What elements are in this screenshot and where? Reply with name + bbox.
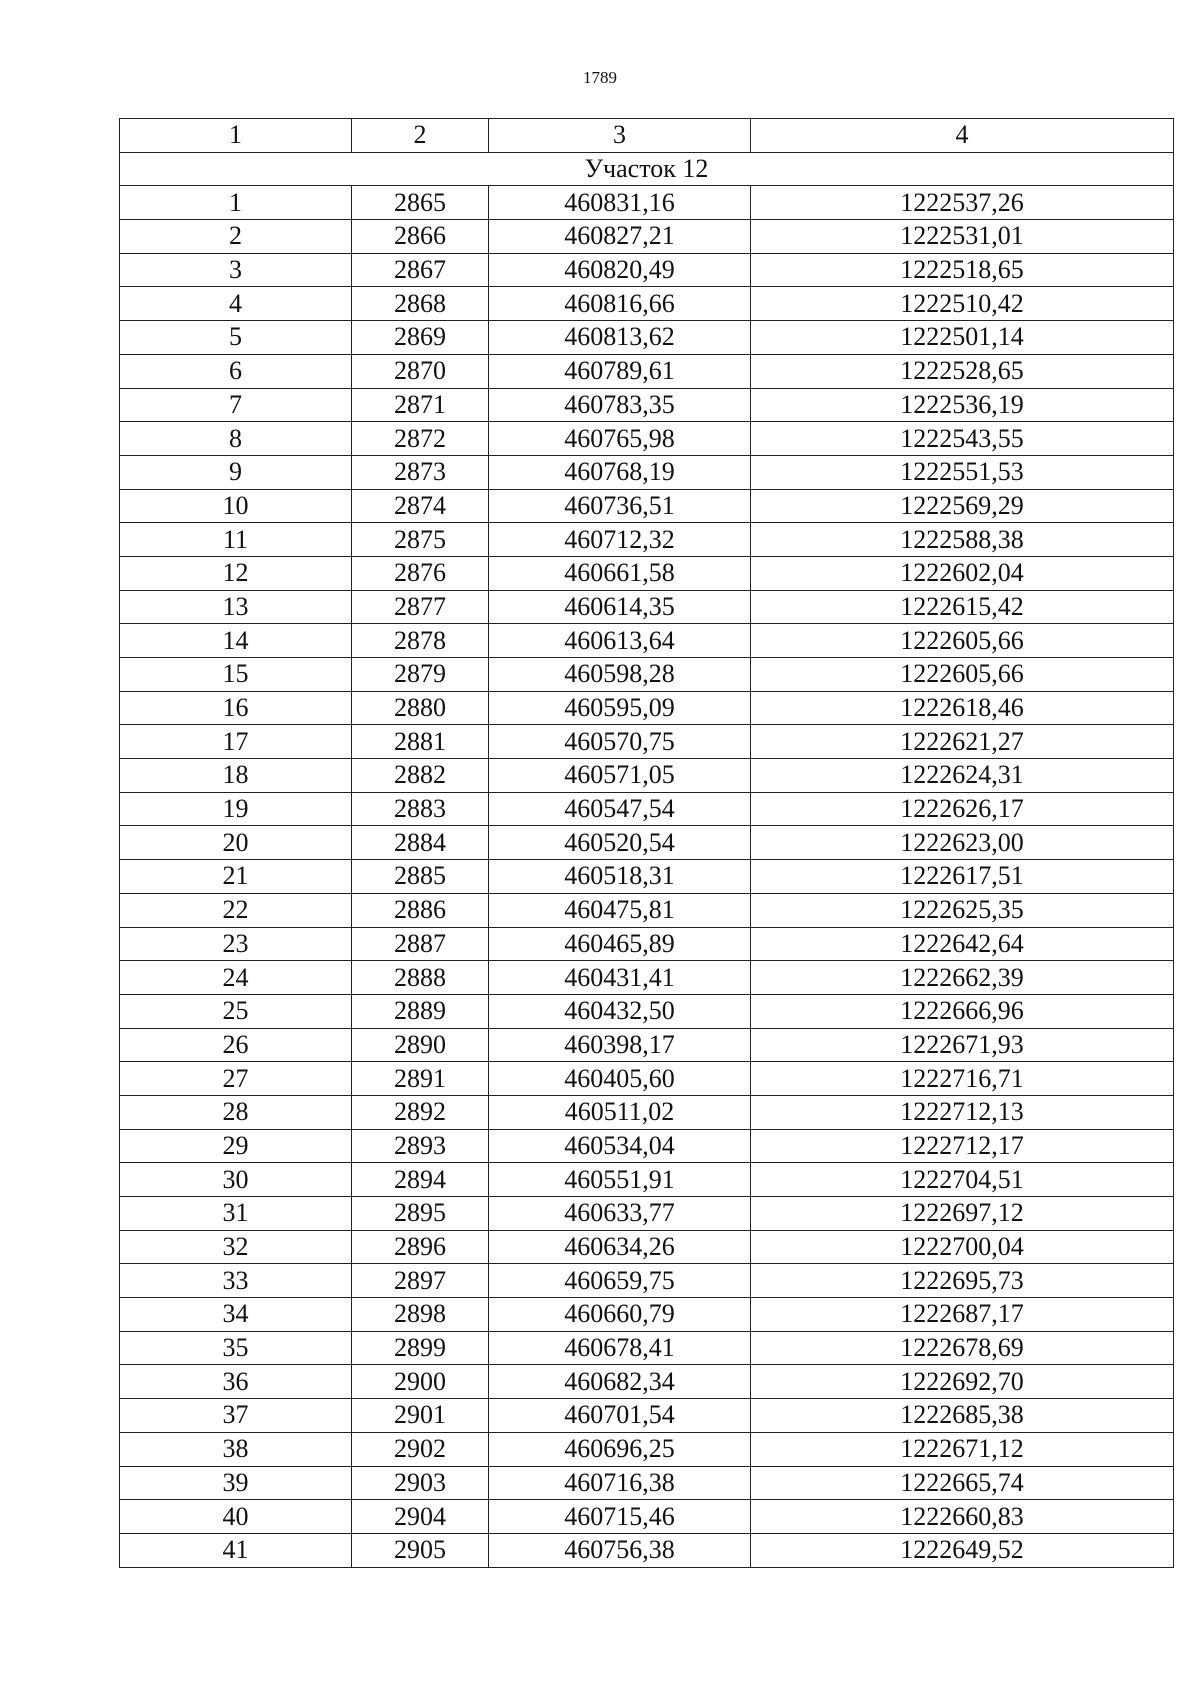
point-id-cell: 2878 [352, 624, 489, 658]
point-id-cell: 2901 [352, 1399, 489, 1433]
point-id-cell: 2895 [352, 1197, 489, 1231]
x-coordinate-cell: 460736,51 [489, 489, 751, 523]
point-id-cell: 2898 [352, 1298, 489, 1332]
table-row [120, 1028, 1174, 1062]
x-coordinate-cell: 460465,89 [489, 927, 751, 961]
y-coordinate-cell: 1222712,13 [751, 1095, 1174, 1129]
x-coordinate-cell: 460820,49 [489, 253, 751, 287]
y-coordinate-cell: 1222649,52 [751, 1533, 1174, 1567]
table-row [120, 1197, 1174, 1231]
point-number-cell: 14 [120, 624, 352, 658]
table-row [120, 860, 1174, 894]
y-coordinate-cell: 1222588,38 [751, 523, 1174, 557]
y-coordinate-cell: 1222602,04 [751, 556, 1174, 590]
table-row [120, 826, 1174, 860]
y-coordinate-cell: 1222671,12 [751, 1432, 1174, 1466]
x-coordinate-cell: 460432,50 [489, 994, 751, 1028]
table-row [120, 1500, 1174, 1534]
x-coordinate-cell: 460831,16 [489, 186, 751, 220]
page-number: 1789 [583, 68, 617, 87]
point-number-cell: 26 [120, 1028, 352, 1062]
y-coordinate-cell: 1222678,69 [751, 1331, 1174, 1365]
point-number-cell: 17 [120, 725, 352, 759]
x-coordinate-cell: 460701,54 [489, 1399, 751, 1433]
x-coordinate-cell: 460431,41 [489, 961, 751, 995]
y-coordinate-cell: 1222712,17 [751, 1129, 1174, 1163]
x-coordinate-cell: 460813,62 [489, 321, 751, 355]
table-row [120, 961, 1174, 995]
table-row [120, 287, 1174, 321]
x-coordinate-cell: 460598,28 [489, 658, 751, 692]
table-row [120, 893, 1174, 927]
table-row [120, 1095, 1174, 1129]
y-coordinate-cell: 1222642,64 [751, 927, 1174, 961]
table-row [120, 186, 1174, 220]
point-id-cell: 2890 [352, 1028, 489, 1062]
x-coordinate-cell: 460682,34 [489, 1365, 751, 1399]
table-row [120, 1163, 1174, 1197]
y-coordinate-cell: 1222662,39 [751, 961, 1174, 995]
point-number-cell: 7 [120, 388, 352, 422]
x-coordinate-cell: 460716,38 [489, 1466, 751, 1500]
table-body [120, 152, 1174, 1567]
point-id-cell: 2876 [352, 556, 489, 590]
y-coordinate-cell: 1222716,71 [751, 1062, 1174, 1096]
point-number-cell: 23 [120, 927, 352, 961]
y-coordinate-cell: 1222617,51 [751, 860, 1174, 894]
table-row [120, 1399, 1174, 1433]
x-coordinate-cell: 460816,66 [489, 287, 751, 321]
table-row [120, 321, 1174, 355]
point-number-cell: 39 [120, 1466, 352, 1500]
point-id-cell: 2873 [352, 455, 489, 489]
point-number-cell: 15 [120, 658, 352, 692]
table-row [120, 691, 1174, 725]
x-coordinate-cell: 460475,81 [489, 893, 751, 927]
x-coordinate-cell: 460783,35 [489, 388, 751, 422]
point-id-cell: 2892 [352, 1095, 489, 1129]
header-row [120, 119, 1174, 153]
point-number-cell: 22 [120, 893, 352, 927]
y-coordinate-cell: 1222623,00 [751, 826, 1174, 860]
x-coordinate-cell: 460547,54 [489, 792, 751, 826]
point-id-cell: 2897 [352, 1264, 489, 1298]
x-coordinate-cell: 460756,38 [489, 1533, 751, 1567]
x-coordinate-cell: 460571,05 [489, 759, 751, 793]
point-id-cell: 2885 [352, 860, 489, 894]
point-id-cell: 2870 [352, 354, 489, 388]
point-number-cell: 31 [120, 1197, 352, 1231]
point-id-cell: 2881 [352, 725, 489, 759]
table-row [120, 556, 1174, 590]
y-coordinate-cell: 1222510,42 [751, 287, 1174, 321]
point-id-cell: 2867 [352, 253, 489, 287]
point-number-cell: 36 [120, 1365, 352, 1399]
table-row [120, 624, 1174, 658]
x-coordinate-cell: 460570,75 [489, 725, 751, 759]
point-number-cell: 8 [120, 422, 352, 456]
point-id-cell: 2868 [352, 287, 489, 321]
y-coordinate-cell: 1222518,65 [751, 253, 1174, 287]
point-number-cell: 32 [120, 1230, 352, 1264]
x-coordinate-cell: 460827,21 [489, 220, 751, 254]
point-number-cell: 4 [120, 287, 352, 321]
point-number-cell: 21 [120, 860, 352, 894]
y-coordinate-cell: 1222666,96 [751, 994, 1174, 1028]
point-number-cell: 41 [120, 1533, 352, 1567]
x-coordinate-cell: 460765,98 [489, 422, 751, 456]
table-row [120, 658, 1174, 692]
point-id-cell: 2869 [352, 321, 489, 355]
point-id-cell: 2891 [352, 1062, 489, 1096]
point-id-cell: 2882 [352, 759, 489, 793]
y-coordinate-cell: 1222618,46 [751, 691, 1174, 725]
y-coordinate-cell: 1222501,14 [751, 321, 1174, 355]
x-coordinate-cell: 460534,04 [489, 1129, 751, 1163]
point-id-cell: 2893 [352, 1129, 489, 1163]
x-coordinate-cell: 460715,46 [489, 1500, 751, 1534]
x-coordinate-cell: 460614,35 [489, 590, 751, 624]
y-coordinate-cell: 1222660,83 [751, 1500, 1174, 1534]
point-id-cell: 2886 [352, 893, 489, 927]
x-coordinate-cell: 460520,54 [489, 826, 751, 860]
x-coordinate-cell: 460789,61 [489, 354, 751, 388]
point-id-cell: 2896 [352, 1230, 489, 1264]
x-coordinate-cell: 460398,17 [489, 1028, 751, 1062]
point-id-cell: 2905 [352, 1533, 489, 1567]
x-coordinate-cell: 460518,31 [489, 860, 751, 894]
y-coordinate-cell: 1222531,01 [751, 220, 1174, 254]
point-number-cell: 13 [120, 590, 352, 624]
point-number-cell: 35 [120, 1331, 352, 1365]
y-coordinate-cell: 1222665,74 [751, 1466, 1174, 1500]
y-coordinate-cell: 1222605,66 [751, 658, 1174, 692]
y-coordinate-cell: 1222704,51 [751, 1163, 1174, 1197]
y-coordinate-cell: 1222685,38 [751, 1399, 1174, 1433]
y-coordinate-cell: 1222621,27 [751, 725, 1174, 759]
point-number-cell: 16 [120, 691, 352, 725]
point-id-cell: 2879 [352, 658, 489, 692]
x-coordinate-cell: 460660,79 [489, 1298, 751, 1332]
table-row [120, 1298, 1174, 1332]
y-coordinate-cell: 1222697,12 [751, 1197, 1174, 1231]
point-number-cell: 10 [120, 489, 352, 523]
table-row [120, 1432, 1174, 1466]
point-id-cell: 2903 [352, 1466, 489, 1500]
y-coordinate-cell: 1222671,93 [751, 1028, 1174, 1062]
point-id-cell: 2884 [352, 826, 489, 860]
point-number-cell: 38 [120, 1432, 352, 1466]
header-col-2: 2 [352, 119, 489, 153]
x-coordinate-cell: 460696,25 [489, 1432, 751, 1466]
y-coordinate-cell: 1222528,65 [751, 354, 1174, 388]
table-row [120, 1062, 1174, 1096]
point-number-cell: 30 [120, 1163, 352, 1197]
x-coordinate-cell: 460405,60 [489, 1062, 751, 1096]
coordinates-table [119, 118, 1174, 1568]
y-coordinate-cell: 1222692,70 [751, 1365, 1174, 1399]
point-number-cell: 11 [120, 523, 352, 557]
x-coordinate-cell: 460659,75 [489, 1264, 751, 1298]
point-id-cell: 2887 [352, 927, 489, 961]
table-row [120, 354, 1174, 388]
point-number-cell: 12 [120, 556, 352, 590]
point-id-cell: 2894 [352, 1163, 489, 1197]
point-number-cell: 18 [120, 759, 352, 793]
table-row [120, 388, 1174, 422]
table-row [120, 792, 1174, 826]
table-row [120, 489, 1174, 523]
table-row [120, 455, 1174, 489]
table-row [120, 1533, 1174, 1567]
x-coordinate-cell: 460678,41 [489, 1331, 751, 1365]
y-coordinate-cell: 1222687,17 [751, 1298, 1174, 1332]
table-row [120, 253, 1174, 287]
point-id-cell: 2888 [352, 961, 489, 995]
point-id-cell: 2872 [352, 422, 489, 456]
point-number-cell: 20 [120, 826, 352, 860]
point-id-cell: 2877 [352, 590, 489, 624]
point-number-cell: 19 [120, 792, 352, 826]
x-coordinate-cell: 460634,26 [489, 1230, 751, 1264]
table-row [120, 759, 1174, 793]
x-coordinate-cell: 460633,77 [489, 1197, 751, 1231]
table-row [120, 1331, 1174, 1365]
y-coordinate-cell: 1222537,26 [751, 186, 1174, 220]
point-number-cell: 2 [120, 220, 352, 254]
x-coordinate-cell: 460661,58 [489, 556, 751, 590]
table-row [120, 1365, 1174, 1399]
x-coordinate-cell: 460768,19 [489, 455, 751, 489]
y-coordinate-cell: 1222569,29 [751, 489, 1174, 523]
point-id-cell: 2874 [352, 489, 489, 523]
y-coordinate-cell: 1222625,35 [751, 893, 1174, 927]
x-coordinate-cell: 460613,64 [489, 624, 751, 658]
table-row [120, 422, 1174, 456]
point-number-cell: 28 [120, 1095, 352, 1129]
point-number-cell: 1 [120, 186, 352, 220]
x-coordinate-cell: 460595,09 [489, 691, 751, 725]
point-number-cell: 40 [120, 1500, 352, 1534]
point-number-cell: 5 [120, 321, 352, 355]
point-id-cell: 2871 [352, 388, 489, 422]
header-col-3: 3 [489, 119, 751, 153]
point-number-cell: 9 [120, 455, 352, 489]
point-number-cell: 33 [120, 1264, 352, 1298]
table-row [120, 220, 1174, 254]
point-id-cell: 2865 [352, 186, 489, 220]
y-coordinate-cell: 1222605,66 [751, 624, 1174, 658]
y-coordinate-cell: 1222543,55 [751, 422, 1174, 456]
section-title: Участок 12 [120, 152, 1174, 186]
table-row [120, 927, 1174, 961]
y-coordinate-cell: 1222536,19 [751, 388, 1174, 422]
y-coordinate-cell: 1222615,42 [751, 590, 1174, 624]
table-row [120, 523, 1174, 557]
table-row [120, 994, 1174, 1028]
point-id-cell: 2875 [352, 523, 489, 557]
table-row [120, 1466, 1174, 1500]
point-number-cell: 27 [120, 1062, 352, 1096]
point-number-cell: 6 [120, 354, 352, 388]
section-title-row [120, 152, 1174, 186]
y-coordinate-cell: 1222695,73 [751, 1264, 1174, 1298]
point-number-cell: 34 [120, 1298, 352, 1332]
x-coordinate-cell: 460551,91 [489, 1163, 751, 1197]
point-id-cell: 2866 [352, 220, 489, 254]
point-number-cell: 24 [120, 961, 352, 995]
table-header [120, 119, 1174, 153]
table-row [120, 1264, 1174, 1298]
point-id-cell: 2880 [352, 691, 489, 725]
table-row [120, 1129, 1174, 1163]
header-col-4: 4 [751, 119, 1174, 153]
y-coordinate-cell: 1222700,04 [751, 1230, 1174, 1264]
y-coordinate-cell: 1222624,31 [751, 759, 1174, 793]
point-id-cell: 2889 [352, 994, 489, 1028]
point-number-cell: 25 [120, 994, 352, 1028]
table-row [120, 725, 1174, 759]
x-coordinate-cell: 460712,32 [489, 523, 751, 557]
table-row [120, 1230, 1174, 1264]
point-id-cell: 2900 [352, 1365, 489, 1399]
point-id-cell: 2904 [352, 1500, 489, 1534]
y-coordinate-cell: 1222551,53 [751, 455, 1174, 489]
point-number-cell: 3 [120, 253, 352, 287]
y-coordinate-cell: 1222626,17 [751, 792, 1174, 826]
x-coordinate-cell: 460511,02 [489, 1095, 751, 1129]
point-id-cell: 2902 [352, 1432, 489, 1466]
table-row [120, 590, 1174, 624]
point-id-cell: 2883 [352, 792, 489, 826]
point-number-cell: 29 [120, 1129, 352, 1163]
header-col-1: 1 [120, 119, 352, 153]
point-id-cell: 2899 [352, 1331, 489, 1365]
point-number-cell: 37 [120, 1399, 352, 1433]
